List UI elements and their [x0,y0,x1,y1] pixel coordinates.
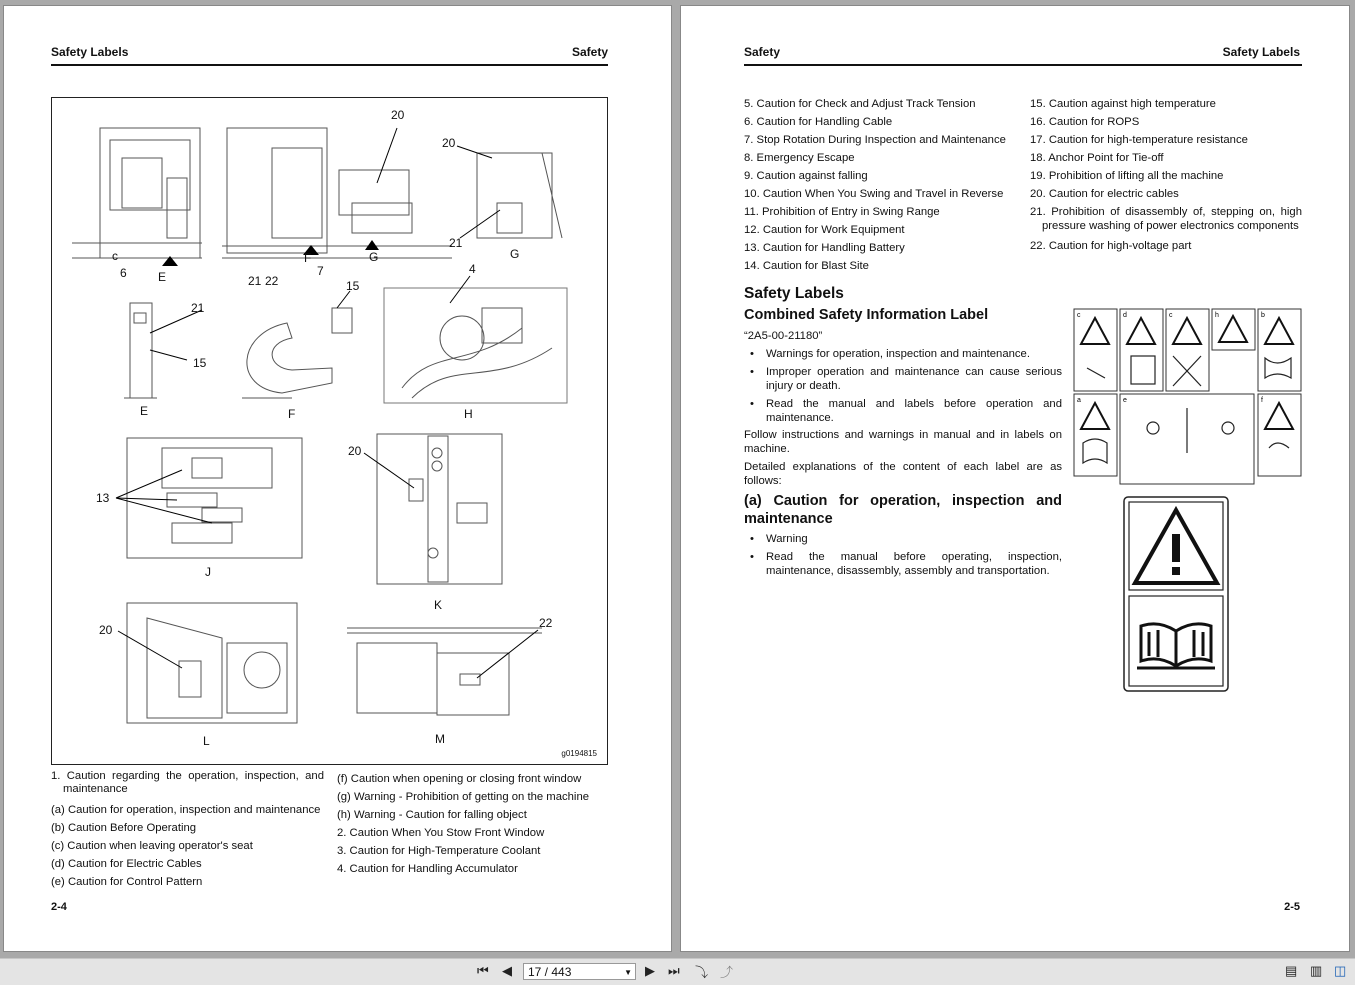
legend-item: (h) Warning - Caution for falling object [337,809,527,821]
page-select[interactable] [523,963,636,980]
next-page-icon[interactable]: ▶ [645,963,655,978]
label-letter: b [1261,312,1265,319]
callout-20c: 20 [348,444,362,458]
prev-page-icon[interactable]: ◀ [502,963,512,978]
view-label-H: H [464,407,473,421]
combined-safety-label [1073,308,1303,488]
legend-item: 4. Caution for Handling Accumulator [337,863,518,875]
right-page-number: 2-5 [1284,901,1300,913]
callout-G: G [369,250,379,264]
continuous-icon[interactable]: ▥ [1310,963,1323,978]
legend-item: (d) Caution for Electric Cables [51,858,202,870]
label-letter: e [1123,397,1127,404]
list-item: 6. Caution for Handling Cable [744,116,893,128]
list-item: 13. Caution for Handling Battery [744,242,905,254]
callout-7: 7 [317,264,324,278]
callout-c: c [112,249,118,263]
list-item: 8. Emergency Escape [744,152,855,164]
machine-diagram [51,97,608,765]
legend-item: 3. Caution for High-Temperature Coolant [337,845,541,857]
bullet-item: • Warnings for operation, inspection and maintenance. [744,348,1062,362]
page-indicator: 17 / 443 [528,965,572,979]
left-page-number: 2-4 [51,901,67,913]
callout-4: 4 [469,262,476,276]
legend-item: 2. Caution When You Stow Front Window [337,827,545,839]
left-header-section: Safety [571,45,608,59]
callout-20b: 20 [442,136,456,150]
callout-21a: 21 [449,236,463,250]
last-page-icon[interactable]: ⏭ [668,963,680,978]
left-page [3,5,672,952]
view-label-F: F [288,407,296,421]
callout-15b: 15 [193,356,207,370]
right-page [680,5,1350,952]
view-label-M: M [435,732,445,746]
bullet-item: • Warning [744,533,1062,547]
bullet-item: • Read the manual before operating, inspection, maintenance, disassembly, assembly and transportation. [744,551,1062,578]
view-label-E: E [140,404,149,418]
view-label-K: K [434,598,443,612]
heading-a: (a) Caution for operation, inspection and maintenance [744,493,1062,527]
figure-id: g0194815 [561,749,597,758]
first-page-icon[interactable]: ⏮ [477,963,489,978]
legend-item: (g) Warning - Prohibition of getting on the machine [337,791,590,803]
section-title: Safety Labels [744,285,844,302]
legend-right [337,770,589,878]
machine-line-art [52,98,609,766]
callout-20d: 20 [99,623,113,637]
label-list-right [1030,95,1302,255]
legend-item: (e) Caution for Control Pattern [51,876,203,888]
legend-item: (c) Caution when leaving operator's seat [51,840,253,852]
bullet-item: • Read the manual and labels before operation and maintenance. [744,398,1062,425]
list-item: 5. Caution for Check and Adjust Track Tension [744,98,976,110]
legend-item: (f) Caution when opening or closing front window [337,773,582,785]
label-letter: c [1077,312,1081,319]
callout-6: 6 [120,266,127,280]
single-page-icon[interactable]: ▤ [1285,963,1298,978]
list-item: 15. Caution against high temperature [1030,98,1216,110]
callout-22a: 22 [265,274,279,288]
left-header-rule [51,64,608,66]
callout-21c: 21 [191,301,205,315]
callout-F: F [304,251,312,265]
label-letter: a [1077,397,1081,404]
viewer-toolbar [0,958,1355,985]
list-item: 18. Anchor Point for Tie-off [1030,152,1164,164]
part-number: “2A5-00-21180” [744,330,823,342]
label-letter: d [1123,312,1127,319]
callout-E: E [158,270,167,284]
label-letter: c [1169,312,1173,319]
right-header-title: Safety Labels [1222,45,1300,59]
callout-22b: 22 [539,616,553,630]
subsection-title: Combined Safety Information Label [744,307,989,323]
list-item: 21. Prohibition of disassembly of, stepping on, high pressure washing of power electronics components [1030,206,1302,232]
label-list-left [744,95,1006,275]
list-item: 20. Caution for electric cables [1030,188,1179,200]
label-letter: f [1261,397,1263,404]
callout-20a: 20 [391,108,405,122]
list-item: 22. Caution for high-voltage part [1030,240,1192,252]
legend-item: (a) Caution for operation, inspection and maintenance [51,804,321,816]
label-letter: h [1215,312,1219,319]
list-item: 7. Stop Rotation During Inspection and Maintenance [744,134,1006,146]
callout-21b: 21 [248,274,262,288]
legend-left [51,770,324,891]
callout-13: 13 [96,491,110,505]
right-header-rule [744,64,1302,66]
left-header-title: Safety Labels [51,45,129,59]
list-item: 19. Prohibition of lifting all the machine [1030,170,1224,182]
list-item: 12. Caution for Work Equipment [744,224,905,236]
view-label-L: L [203,734,210,748]
callout-G-view: G [510,247,520,261]
list-item: 9. Caution against falling [744,170,868,182]
warning-read-manual-label [1123,496,1229,692]
paragraph: Follow instructions and warnings in manual and in labels on machine. [744,429,1062,455]
right-header-section: Safety [744,45,781,59]
rotate-back-icon[interactable]: ⤴ [720,965,734,980]
callout-15a: 15 [346,279,360,293]
chevron-down-icon: ▼ [624,968,632,977]
list-item: 10. Caution When You Swing and Travel in Reverse [744,188,1004,200]
rotate-icon[interactable]: ⤵ [695,965,709,980]
two-page-icon[interactable]: ◫ [1334,963,1347,978]
legend-item: 1. Caution regarding the operation, inspection, and maintenance [51,770,324,795]
list-item: 11. Prohibition of Entry in Swing Range [744,206,940,218]
list-item: 16. Caution for ROPS [1030,116,1140,128]
view-label-J: J [205,565,211,579]
legend-item: (b) Caution Before Operating [51,822,197,834]
list-item: 17. Caution for high-temperature resistance [1030,134,1248,146]
paragraph: Detailed explanations of the content of each label are as follows: [744,461,1062,487]
list-item: 14. Caution for Blast Site [744,260,869,272]
bullet-item: • Improper operation and maintenance can cause serious injury or death. [744,366,1062,393]
